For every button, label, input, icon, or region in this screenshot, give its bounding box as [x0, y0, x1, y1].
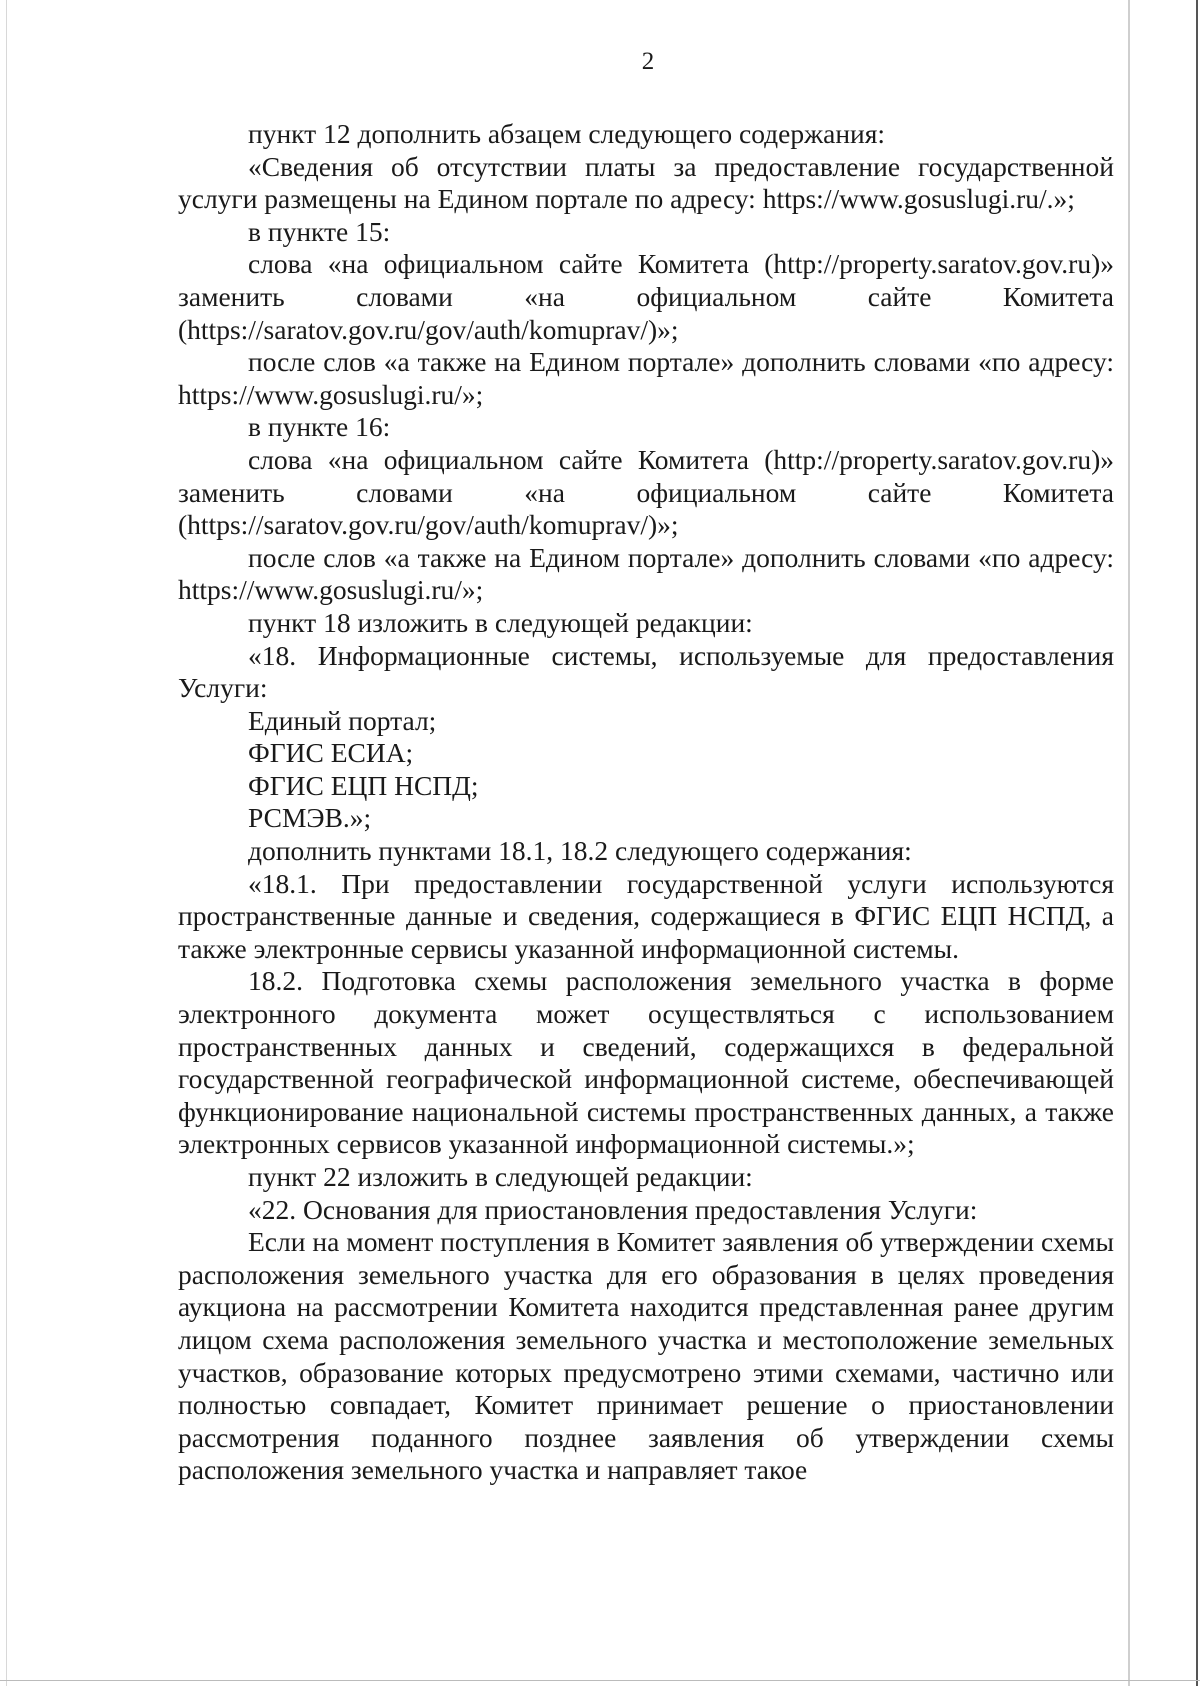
- paragraph: «18. Информационные системы, используемые для предоставления Услуги:: [178, 639, 1114, 704]
- paragraph: пункт 18 изложить в следующей редакции:: [248, 606, 753, 638]
- paragraph: в пункте 15:: [248, 215, 391, 247]
- paragraph: «22. Основания для приостановления предоставления Услуги:: [248, 1193, 978, 1225]
- scan-border-right: [1196, 0, 1198, 1686]
- paragraph: пункт 22 изложить в следующей редакции:: [248, 1161, 753, 1192]
- paragraph: в пункте 16:: [248, 411, 391, 443]
- paragraph: дополнить пунктами 18.1, 18.2 следующего содержания:: [248, 835, 912, 867]
- document-body: [178, 118, 1114, 1487]
- page-edge-left: [6, 0, 7, 1686]
- paragraph: слова «на официальном сайте Комитета (http://property.saratov.gov.ru)» заменить словами «на официальном сайте Комитета (https://saratov.gov.ru/gov/auth/komuprav/)»;: [178, 443, 1114, 541]
- paragraph: «18.1. При предоставлении государственной услуги используются пространственные данные и сведения, содержащиеся в ФГИС ЕЦП НСПД, а также электронные сервисы указанной информационной системы.: [178, 867, 1114, 964]
- paragraph: после слов «а также на Едином портале» дополнить словами «по адресу: https://www.gosuslugi.ru/»;: [178, 541, 1114, 606]
- list-item: ФГИС ЕСИА;: [248, 737, 414, 769]
- list-item: Единый портал;: [248, 704, 437, 736]
- list-item: ФГИС ЕЦП НСПД;: [248, 769, 479, 801]
- paragraph: Если на момент поступления в Комитет заявления об утверждении схемы расположения земельного участка для его образования в целях проведения аукциона на рассмотрении Комитета находится представленная ранее другим лицом схема расположения земельного участка и местоположение земельных участков, образование которых предусмотрено этими схемами, частично или полностью совпадает, Комитет принимает решение о приостановлении рассмотрения поданного позднее заявления об утверждении схемы расположения земельного участка и направляет такое: [178, 1226, 1114, 1486]
- list-item: РСМЭВ.»;: [248, 802, 372, 834]
- page-edge-right: [1128, 0, 1130, 1686]
- paragraph: после слов «а также на Едином портале» дополнить словами «по адресу: https://www.gosuslugi.ru/»;: [178, 346, 1114, 410]
- paragraph: 18.2. Подготовка схемы расположения земельного участка в форме электронного документа может осуществляться с использованием пространственных данных и сведений, содержащихся в федеральной государственной географической информационной системе, обеспечивающей функционирование национальной системы пространственных данных, а также электронных сервисов указанной информационной системы.»;: [178, 965, 1114, 1160]
- page-number: 2: [641, 48, 655, 75]
- page-edge-bottom: [0, 1680, 1200, 1681]
- paragraph: слова «на официальном сайте Комитета (http://property.saratov.gov.ru)» заменить словами «на официальном сайте Комитета (https://saratov.gov.ru/gov/auth/komuprav/)»;: [178, 248, 1114, 345]
- paragraph: «Сведения об отсутствии платы за предоставление государственной услуги размещены на Едином портале по адресу: https://www.gosuslugi.ru/.»;: [178, 150, 1114, 215]
- paragraph: пункт 12 дополнить абзацем следующего содержания:: [248, 118, 886, 149]
